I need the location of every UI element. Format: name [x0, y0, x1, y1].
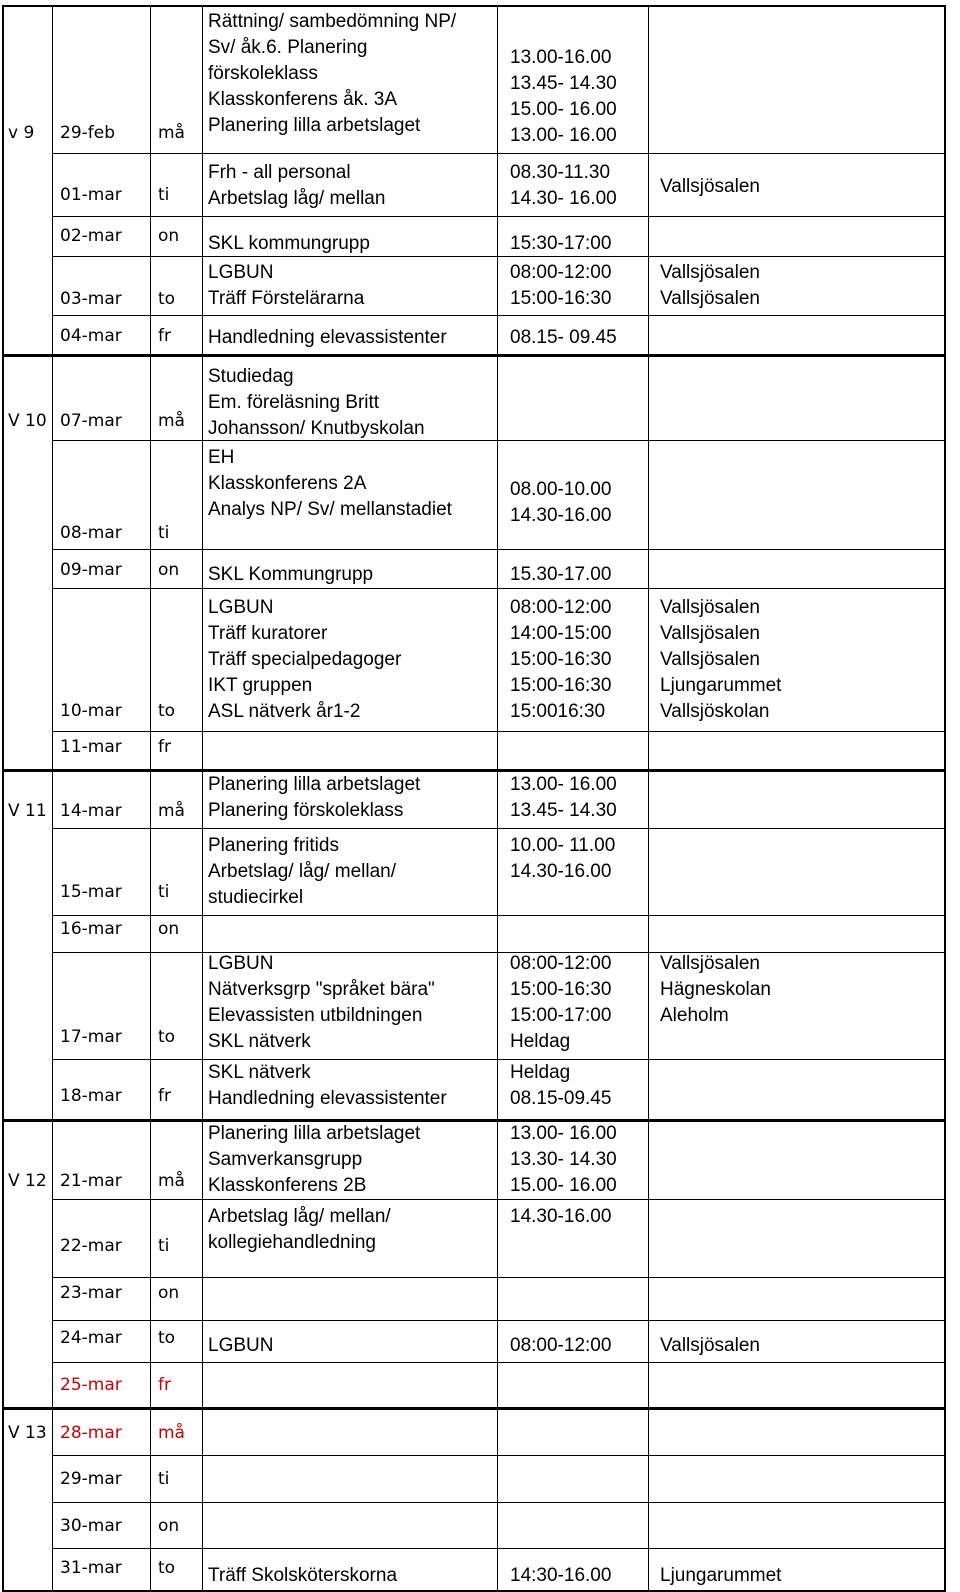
day-cell: må — [158, 1423, 185, 1443]
activity-text: SKL nätverk — [208, 1031, 311, 1052]
grid-date-divider — [150, 5, 151, 1590]
date-cell: 17-mar — [60, 1027, 122, 1047]
day-cell: ti — [158, 882, 170, 902]
activity-text: kollegiehandledning — [208, 1232, 376, 1253]
place-text: Ljungarummet — [660, 675, 782, 696]
activity-text: Klasskonferens 2A — [208, 473, 367, 494]
row-separator — [52, 549, 946, 550]
grid-top-border — [2, 5, 946, 7]
day-cell: må — [158, 1171, 185, 1191]
time-text: 15:30-17:00 — [510, 233, 612, 254]
grid-time-divider — [497, 5, 498, 1590]
day-cell: ti — [158, 523, 170, 543]
activity-text: Planering fritids — [208, 835, 339, 856]
date-cell: 07-mar — [60, 411, 122, 431]
time-text: 13.00- 16.00 — [510, 1123, 617, 1144]
time-text: 15:00-17:00 — [510, 1005, 612, 1026]
day-cell: on — [158, 919, 180, 939]
row-separator — [52, 153, 946, 154]
time-text: 14:00-15:00 — [510, 623, 612, 644]
time-text: 13.30- 14.30 — [510, 1149, 617, 1170]
activity-text: LGBUN — [208, 953, 274, 974]
day-cell: on — [158, 1516, 180, 1536]
row-separator — [52, 1199, 946, 1200]
activity-text: Planering lilla arbetslaget — [208, 774, 421, 795]
time-text: 08.15- 09.45 — [510, 327, 617, 348]
day-cell: må — [158, 123, 185, 143]
time-text: 13.45- 14.30 — [510, 73, 617, 94]
row-separator — [52, 216, 946, 217]
time-text: 08:00-12:00 — [510, 597, 612, 618]
day-cell: ti — [158, 1236, 170, 1256]
activity-text: Klasskonferens 2B — [208, 1175, 367, 1196]
place-text: Vallsjösalen — [660, 176, 760, 197]
week-separator — [2, 1119, 946, 1122]
date-cell: 04-mar — [60, 326, 122, 346]
row-separator — [52, 440, 946, 441]
activity-text: Studiedag — [208, 366, 294, 387]
row-separator — [52, 1548, 946, 1549]
time-text: 15:00-16:30 — [510, 979, 612, 1000]
day-cell: to — [158, 701, 176, 721]
place-text: Vallsjösalen — [660, 623, 760, 644]
date-cell: 09-mar — [60, 560, 122, 580]
time-text: 15.00- 16.00 — [510, 99, 617, 120]
activity-text: LGBUN — [208, 1335, 274, 1356]
date-cell: 03-mar — [60, 289, 122, 309]
row-separator — [52, 1059, 946, 1060]
place-text: Ljungarummet — [660, 1565, 782, 1586]
day-cell: ti — [158, 185, 170, 205]
week-separator — [2, 769, 946, 772]
place-text: Aleholm — [660, 1005, 729, 1026]
row-separator — [52, 952, 946, 953]
row-separator — [52, 588, 946, 589]
time-text: 13.45- 14.30 — [510, 800, 617, 821]
activity-text: SKL nätverk — [208, 1062, 311, 1083]
activity-text: Klasskonferens åk. 3A — [208, 89, 398, 110]
activity-text: LGBUN — [208, 262, 274, 283]
activity-text: Handledning elevassistenter — [208, 327, 447, 348]
activity-text: Nätverksgrp "språket bära" — [208, 979, 435, 1000]
time-text: 15:0016:30 — [510, 701, 606, 722]
row-separator — [52, 315, 946, 316]
date-cell: 18-mar — [60, 1086, 122, 1106]
time-text: 15:00-16:30 — [510, 649, 612, 670]
time-text: 08.15-09.45 — [510, 1088, 612, 1109]
day-cell: fr — [158, 1375, 171, 1395]
date-cell: 01-mar — [60, 185, 122, 205]
activity-text: Planering lilla arbetslaget — [208, 1123, 421, 1144]
time-text: 08.30-11.30 — [510, 162, 611, 183]
activity-text: Sv/ åk.6. Planering — [208, 37, 368, 58]
place-text: Hägneskolan — [660, 979, 771, 1000]
time-text: 08:00-12:00 — [510, 953, 612, 974]
activity-text: studiecirkel — [208, 887, 304, 908]
grid-week-divider — [52, 5, 53, 1590]
activity-text: Samverkansgrupp — [208, 1149, 363, 1170]
activity-text: ASL nätverk år1-2 — [208, 701, 361, 722]
day-cell: fr — [158, 1086, 171, 1106]
day-cell: må — [158, 411, 185, 431]
activity-text: Em. föreläsning Britt — [208, 392, 380, 413]
week-label: V 13 — [8, 1423, 47, 1443]
day-cell: to — [158, 1558, 176, 1578]
day-cell: må — [158, 801, 185, 821]
activity-text: Frh - all personal — [208, 162, 351, 183]
time-text: Heldag — [510, 1031, 571, 1052]
day-cell: on — [158, 226, 180, 246]
time-text: 15.00- 16.00 — [510, 1175, 617, 1196]
row-separator — [52, 1455, 946, 1456]
row-separator — [52, 731, 946, 732]
date-cell: 21-mar — [60, 1171, 122, 1191]
time-text: 13.00- 16.00 — [510, 125, 617, 146]
date-cell: 10-mar — [60, 701, 122, 721]
grid-left-border — [2, 5, 4, 1590]
week-label: V 10 — [8, 411, 47, 431]
time-text: 14.30-16.00 — [510, 505, 612, 526]
date-cell: 24-mar — [60, 1328, 122, 1348]
activity-text: SKL Kommungrupp — [208, 564, 374, 585]
activity-text: Planering förskoleklass — [208, 800, 404, 821]
activity-text: Johansson/ Knutbyskolan — [208, 418, 425, 439]
activity-text: LGBUN — [208, 597, 274, 618]
week-label: V 11 — [8, 801, 47, 821]
week-separator — [2, 1407, 946, 1410]
place-text: Vallsjösalen — [660, 288, 760, 309]
week-label: v 9 — [8, 123, 35, 143]
date-cell: 30-mar — [60, 1516, 122, 1536]
activity-text: Arbetslag låg/ mellan/ — [208, 1206, 391, 1227]
time-text: 14:30-16.00 — [510, 1565, 612, 1586]
place-text: Vallsjösalen — [660, 262, 760, 283]
row-separator — [52, 828, 946, 829]
place-text: Vallsjösalen — [660, 649, 760, 670]
activity-text: Handledning elevassistenter — [208, 1088, 447, 1109]
place-text: Vallsjöskolan — [660, 701, 770, 722]
place-text: Vallsjösalen — [660, 1335, 760, 1356]
time-text: 15:00-16:30 — [510, 288, 612, 309]
activity-text: SKL kommungrupp — [208, 233, 370, 254]
grid-right-border — [944, 5, 946, 1590]
row-separator — [52, 1362, 946, 1363]
time-text: 10.00- 11.00 — [510, 835, 616, 856]
activity-text: Träff Förstelärarna — [208, 288, 365, 309]
day-cell: on — [158, 1283, 180, 1303]
activity-text: Planering lilla arbetslaget — [208, 115, 421, 136]
date-cell: 23-mar — [60, 1283, 122, 1303]
grid-day-divider — [202, 5, 203, 1590]
time-text: 08.00-10.00 — [510, 479, 612, 500]
time-text: 13.00- 16.00 — [510, 774, 617, 795]
time-text: 08:00-12:00 — [510, 262, 612, 283]
week-separator — [2, 354, 946, 357]
row-separator — [52, 1277, 946, 1278]
row-separator — [52, 1502, 946, 1503]
time-text: 14.30-16.00 — [510, 861, 612, 882]
day-cell: ti — [158, 1469, 170, 1489]
date-cell: 29-mar — [60, 1469, 122, 1489]
activity-text: Analys NP/ Sv/ mellanstadiet — [208, 499, 452, 520]
time-text: 15:00-16:30 — [510, 675, 612, 696]
date-cell: 15-mar — [60, 882, 122, 902]
day-cell: on — [158, 560, 180, 580]
row-separator — [52, 915, 946, 916]
place-text: Vallsjösalen — [660, 597, 760, 618]
date-cell: 25-mar — [60, 1375, 122, 1395]
date-cell: 28-mar — [60, 1423, 122, 1443]
time-text: 15.30-17.00 — [510, 564, 612, 585]
grid-place-divider — [648, 5, 649, 1590]
activity-text: Elevassisten utbildningen — [208, 1005, 423, 1026]
day-cell: fr — [158, 326, 171, 346]
date-cell: 08-mar — [60, 523, 122, 543]
activity-text: Träff kuratorer — [208, 623, 328, 644]
row-separator — [52, 1320, 946, 1321]
time-text: 08:00-12:00 — [510, 1335, 612, 1356]
activity-text: Rättning/ sambedömning NP/ — [208, 11, 457, 32]
date-cell: 11-mar — [60, 737, 122, 757]
date-cell: 14-mar — [60, 801, 122, 821]
date-cell: 02-mar — [60, 226, 122, 246]
day-cell: fr — [158, 737, 171, 757]
day-cell: to — [158, 289, 176, 309]
row-separator — [52, 256, 946, 257]
activity-text: Arbetslag låg/ mellan — [208, 188, 386, 209]
day-cell: to — [158, 1027, 176, 1047]
time-text: 13.00-16.00 — [510, 47, 612, 68]
date-cell: 22-mar — [60, 1236, 122, 1256]
date-cell: 29-feb — [60, 123, 116, 143]
date-cell: 16-mar — [60, 919, 122, 939]
time-text: 14.30- 16.00 — [510, 188, 617, 209]
time-text: 14.30-16.00 — [510, 1206, 612, 1227]
week-label: V 12 — [8, 1171, 47, 1191]
day-cell: to — [158, 1328, 176, 1348]
place-text: Vallsjösalen — [660, 953, 760, 974]
activity-text: Träff Skolsköterskorna — [208, 1565, 398, 1586]
activity-text: EH — [208, 447, 235, 468]
time-text: Heldag — [510, 1062, 571, 1083]
activity-text: IKT gruppen — [208, 675, 313, 696]
activity-text: Träff specialpedagoger — [208, 649, 402, 670]
activity-text: förskoleklass — [208, 63, 318, 84]
activity-text: Arbetslag/ låg/ mellan/ — [208, 861, 396, 882]
date-cell: 31-mar — [60, 1558, 122, 1578]
